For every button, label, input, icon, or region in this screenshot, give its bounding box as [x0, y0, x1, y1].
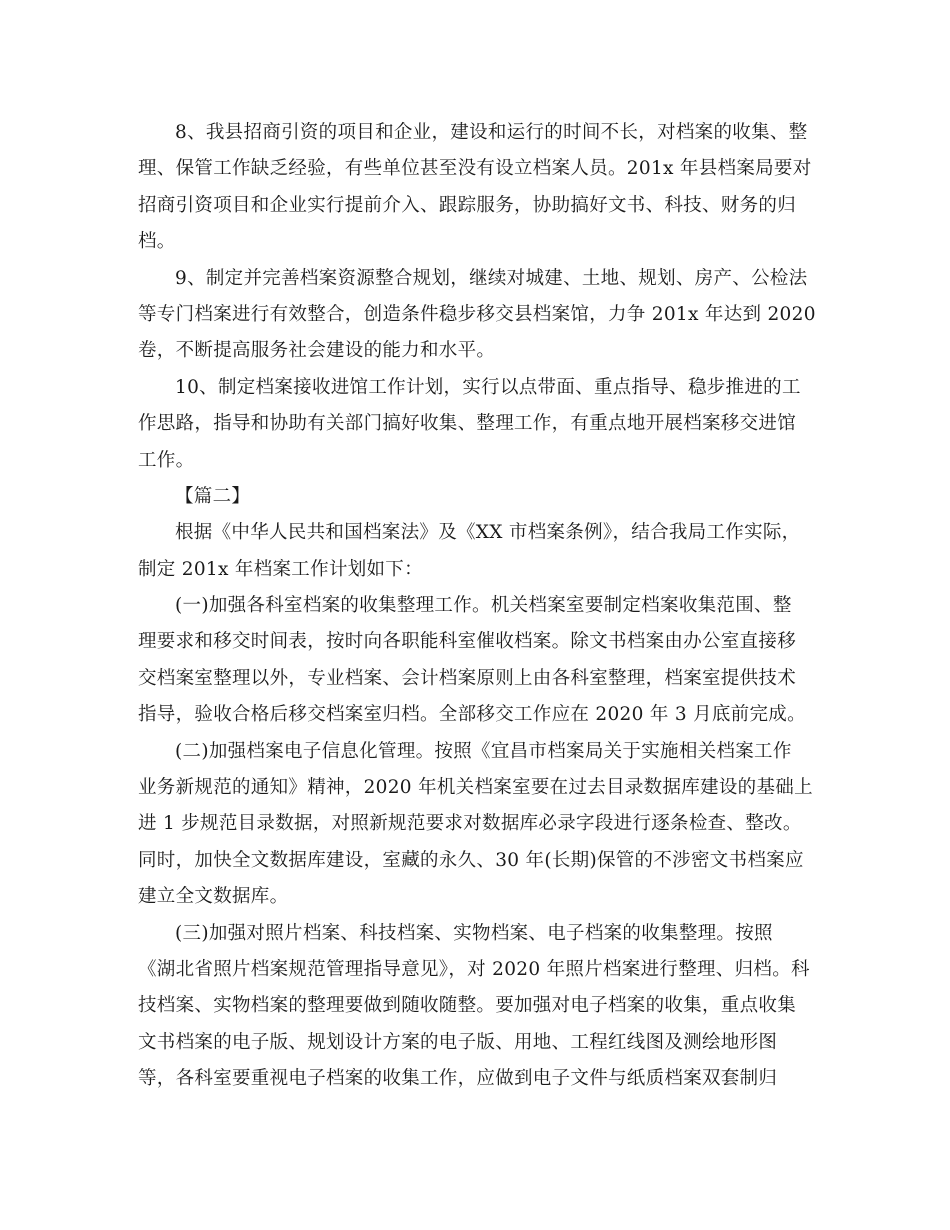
text-line: 10、制定档案接收进馆工作计划，实行以点带面、重点指导、稳步推进的工: [175, 376, 801, 398]
section-heading: [138, 479, 818, 515]
paragraph-section-2: [138, 734, 818, 916]
text-line: 业务新规范的通知》精神，2020 年机关档案室要在过去目录数据库建设的基础上: [138, 777, 813, 799]
heading-text: 【篇二】: [175, 485, 251, 507]
text-line: 技档案、实物档案的整理要做到随收随整。要加强对电子档案的收集，重点收集: [138, 995, 797, 1017]
text-line: 建立全文数据库。: [138, 886, 289, 908]
text-line: 制定 201x 年档案工作计划如下：: [138, 558, 423, 580]
text-line: (一)加强各科室档案的收集整理工作。机关档案室要制定档案收集范围、整: [175, 595, 792, 617]
text-line: (三)加强对照片档案、科技档案、实物档案、电子档案的收集整理。按照: [175, 922, 773, 944]
paragraph-item-10: [138, 370, 818, 479]
text-line: 进 1 步规范目录数据，对照新规范要求对数据库必录字段进行逐条检查、整改。: [138, 813, 802, 835]
text-line: 交档案室整理以外，专业档案、会计档案原则上由各科室整理，档案室提供技术: [138, 667, 797, 689]
text-line: 等专门档案进行有效整合，创造条件稳步移交县档案馆，力争 201x 年达到 2020: [138, 303, 816, 325]
paragraph-section-1: [138, 588, 818, 734]
text-line: 指导，验收合格后移交档案室归档。全部移交工作应在 2020 年 3 月底前完成。: [138, 704, 806, 726]
text-line: 工作。: [138, 449, 195, 471]
paragraph-item-8: [138, 115, 818, 261]
text-line: 《湖北省照片档案规范管理指导意见》，对 2020 年照片档案进行整理、归档。科: [138, 958, 810, 980]
text-line: 同时，加快全文数据库建设，室藏的永久、30 年(长期)保管的不涉密文书档案应: [138, 849, 804, 871]
text-line: 作思路，指导和协助有关部门搞好收集、整理工作，有重点地开展档案移交进馆: [138, 413, 797, 435]
paragraph-item-9: [138, 261, 818, 370]
text-line: 根据《中华人民共和国档案法》及《XX 市档案条例》，结合我局工作实际，: [175, 522, 801, 544]
text-line: 理、保管工作缺乏经验，有些单位甚至没有设立档案人员。201x 年县档案局要对: [138, 158, 812, 180]
text-line: 等，各科室要重视电子档案的收集工作，应做到电子文件与纸质档案双套制归: [138, 1068, 778, 1090]
paragraph-intro: [138, 515, 818, 588]
text-line: (二)加强档案电子信息化管理。按照《宜昌市档案局关于实施相关档案工作: [175, 740, 792, 762]
text-line: 招商引资项目和企业实行提前介入、跟踪服务，协助搞好文书、科技、财务的归: [138, 194, 797, 216]
text-line: 档。: [138, 231, 176, 253]
text-line: 8、我县招商引资的项目和企业，建设和运行的时间不长，对档案的收集、整: [175, 122, 808, 143]
document-page: [138, 115, 818, 1098]
paragraph-section-3: [138, 916, 818, 1098]
text-line: 理要求和移交时间表，按时向各职能科室催收档案。除文书档案由办公室直接移: [138, 631, 797, 653]
text-line: 卷，不断提高服务社会建设的能力和水平。: [138, 340, 496, 362]
text-line: 9、制定并完善档案资源整合规划，继续对城建、土地、规划、房产、公检法: [175, 267, 808, 289]
text-line: 文书档案的电子版、规划设计方案的电子版、用地、工程红线图及测绘地形图: [138, 1031, 778, 1053]
